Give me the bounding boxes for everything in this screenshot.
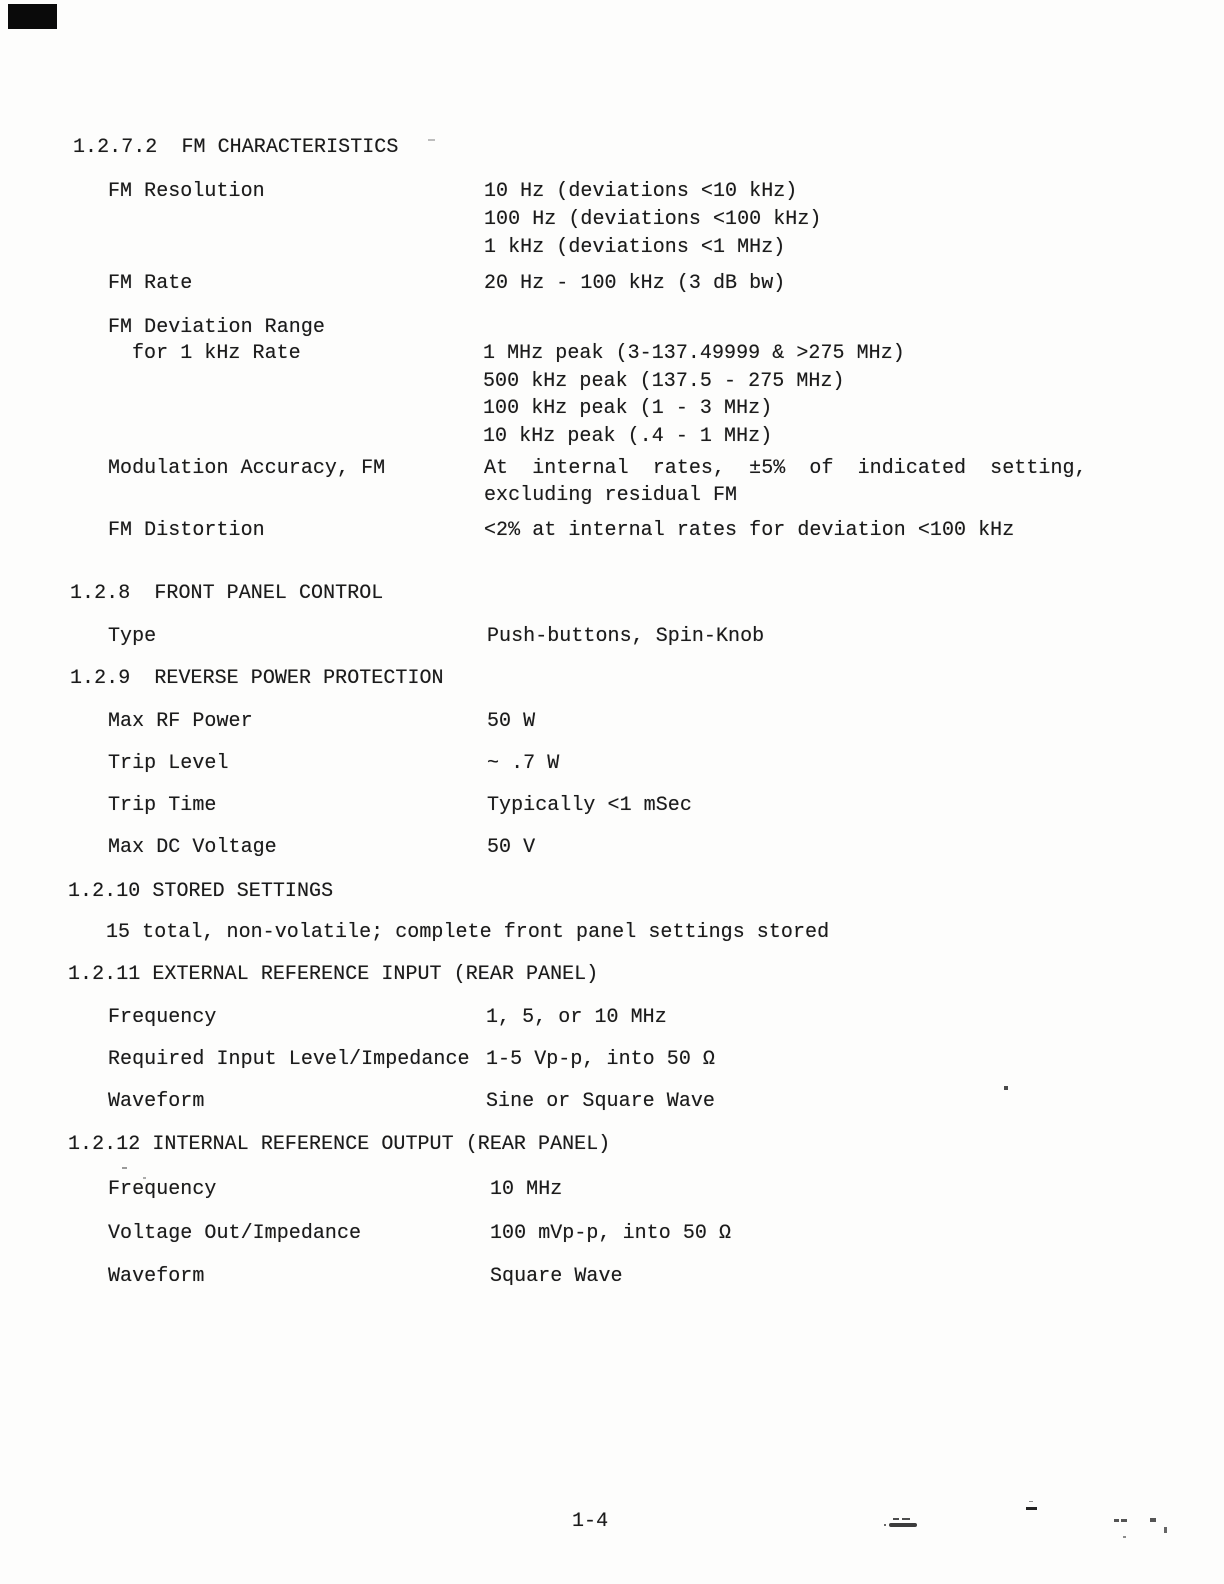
- scan-smudge: [1150, 1518, 1156, 1522]
- spec-value-ext-waveform: Sine or Square Wave: [486, 1090, 715, 1113]
- scan-smudge: [1123, 1536, 1126, 1538]
- spec-label-modulation-accuracy: Modulation Accuracy, FM: [108, 457, 386, 480]
- spec-value-voltage-out: 100 mVp-p, into 50 Ω: [490, 1222, 732, 1245]
- spec-value-fm-deviation-1: 1 MHz peak (3-137.49999 & >275 MHz): [483, 342, 905, 365]
- scan-artifact-corner: [8, 4, 57, 29]
- spec-value-required-input-level: 1-5 Vp-p, into 50 Ω: [486, 1048, 715, 1071]
- scan-smudge: [1026, 1507, 1037, 1510]
- spec-value-max-dc-voltage: 50 V: [487, 836, 536, 859]
- spec-value-fm-rate: 20 Hz - 100 kHz (3 dB bw): [484, 272, 786, 295]
- scan-smudge: [884, 1524, 886, 1526]
- spec-value-modulation-accuracy-1: At internal rates, ±5% of indicated setting,: [484, 457, 1087, 480]
- spec-label-fm-deviation-range-sub: for 1 kHz Rate: [132, 342, 301, 365]
- spec-value-int-frequency: 10 MHz: [490, 1178, 563, 1201]
- section-heading-front-panel-control: 1.2.8 FRONT PANEL CONTROL: [70, 582, 384, 605]
- spec-label-ext-frequency: Frequency: [108, 1006, 217, 1029]
- spec-label-max-rf-power: Max RF Power: [108, 710, 253, 733]
- spec-label-ext-waveform: Waveform: [108, 1090, 205, 1113]
- spec-value-fm-deviation-2: 500 kHz peak (137.5 - 275 MHz): [483, 370, 845, 393]
- spec-value-fm-distortion: <2% at internal rates for deviation <100 kHz: [484, 519, 1015, 542]
- spec-value-fm-deviation-4: 10 kHz peak (.4 - 1 MHz): [483, 425, 773, 448]
- spec-value-ext-frequency: 1, 5, or 10 MHz: [486, 1006, 667, 1029]
- spec-value-modulation-accuracy-2: excluding residual FM: [484, 484, 738, 507]
- spec-value-max-rf-power: 50 W: [487, 710, 536, 733]
- section-heading-stored-settings: 1.2.10 STORED SETTINGS: [68, 880, 334, 903]
- section-heading-reverse-power-protection: 1.2.9 REVERSE POWER PROTECTION: [70, 667, 444, 690]
- scan-smudge: [1114, 1519, 1119, 1522]
- spec-label-int-frequency: Frequency: [108, 1178, 217, 1201]
- spec-value-fm-resolution-1: 10 Hz (deviations <10 kHz): [484, 180, 798, 203]
- scan-speck: [1004, 1086, 1008, 1090]
- page-number: 1-4: [572, 1510, 609, 1533]
- section-heading-fm-characteristics: 1.2.7.2 FM CHARACTERISTICS: [73, 136, 399, 159]
- spec-label-max-dc-voltage: Max DC Voltage: [108, 836, 277, 859]
- scan-smudge: [889, 1523, 917, 1527]
- spec-value-trip-level: ~ .7 W: [487, 752, 560, 775]
- spec-value-trip-time: Typically <1 mSec: [487, 794, 692, 817]
- scan-smudge: [893, 1518, 899, 1520]
- scan-smudge: [1164, 1527, 1167, 1533]
- spec-label-fm-rate: FM Rate: [108, 272, 193, 295]
- stored-settings-note: 15 total, non-volatile; complete front panel settings stored: [106, 921, 830, 944]
- spec-label-fm-deviation-range: FM Deviation Range: [108, 316, 325, 339]
- spec-value-type: Push-buttons, Spin-Knob: [487, 625, 765, 648]
- scan-smudge: [902, 1518, 910, 1520]
- spec-label-trip-level: Trip Level: [108, 752, 229, 775]
- spec-label-voltage-out: Voltage Out/Impedance: [108, 1222, 362, 1245]
- spec-value-fm-deviation-3: 100 kHz peak (1 - 3 MHz): [483, 397, 773, 420]
- spec-label-type: Type: [108, 625, 157, 648]
- spec-label-required-input-level: Required Input Level/Impedance: [108, 1048, 470, 1071]
- scan-speck: [428, 139, 435, 141]
- scan-speck: [122, 1167, 127, 1169]
- section-heading-internal-reference-output: 1.2.12 INTERNAL REFERENCE OUTPUT (REAR PANEL): [68, 1133, 611, 1156]
- scan-smudge: [1029, 1501, 1033, 1502]
- spec-label-int-waveform: Waveform: [108, 1265, 205, 1288]
- spec-value-fm-resolution-2: 100 Hz (deviations <100 kHz): [484, 208, 822, 231]
- spec-value-int-waveform: Square Wave: [490, 1265, 623, 1288]
- section-heading-external-reference-input: 1.2.11 EXTERNAL REFERENCE INPUT (REAR PANEL): [68, 963, 599, 986]
- spec-value-fm-resolution-3: 1 kHz (deviations <1 MHz): [484, 236, 786, 259]
- scan-smudge: [1121, 1519, 1127, 1522]
- spec-label-fm-resolution: FM Resolution: [108, 180, 265, 203]
- spec-label-fm-distortion: FM Distortion: [108, 519, 265, 542]
- spec-label-trip-time: Trip Time: [108, 794, 217, 817]
